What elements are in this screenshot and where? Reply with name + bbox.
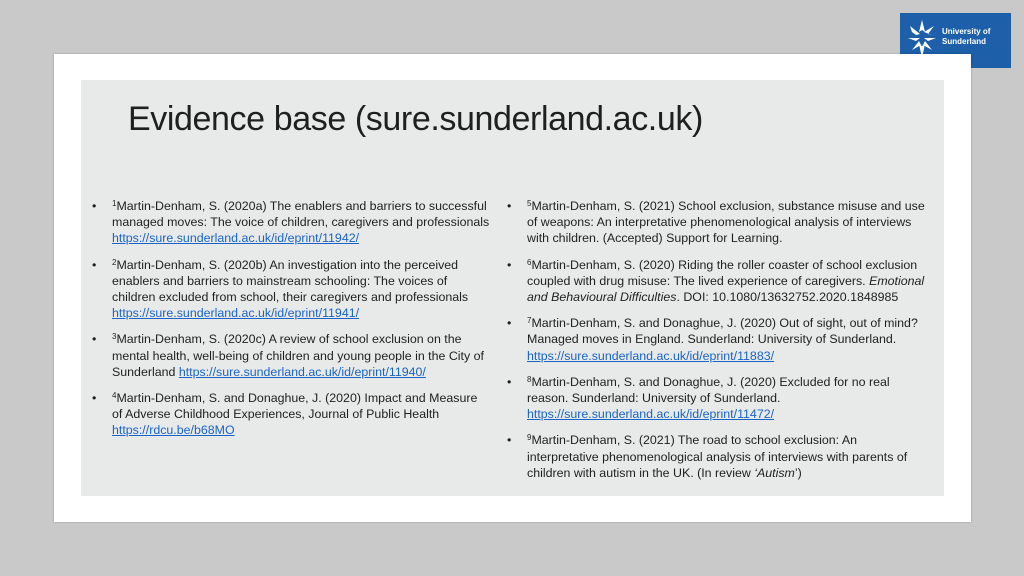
- reference-text: Martin-Denham, S. (2020a) The enablers and barriers to successful managed moves: The voice of children, caregivers and professionals: [112, 199, 490, 230]
- content-panel: [81, 80, 944, 496]
- reference-list-left: [87, 198, 491, 449]
- bullet: •: [92, 199, 97, 213]
- reference-link[interactable]: https://sure.sunderland.ac.uk/id/eprint/11883/: [527, 348, 775, 363]
- reference-item: [502, 198, 932, 247]
- reference-item: [502, 315, 932, 364]
- reference-number: 4: [112, 391, 117, 401]
- reference-link[interactable]: https://sure.sunderland.ac.uk/id/eprint/11940/: [178, 364, 426, 379]
- reference-text: Martin-Denham, S. (2020c) A review of school exclusion on the mental health, well-being of children and young people in the City of Sunderland: [112, 332, 484, 379]
- reference-text: Martin-Denham, S. and Donaghue, J. (2020) Out of sight, out of mind? Managed moves in England. Sunderland: University of Sunderland.: [527, 316, 918, 347]
- bullet: •: [507, 316, 512, 331]
- reference-text: Martin-Denham, S. and Donaghue, J. (2020) Excluded for no real reason. Sunderland: University of Sunderland.: [527, 374, 890, 406]
- journal-name: Emotional and Behavioural Difficulties: [527, 273, 925, 305]
- reference-item: [87, 390, 491, 439]
- reference-number: 5: [527, 199, 532, 208]
- reference-item: [502, 257, 932, 306]
- reference-text-doi: . DOI: 10.1080/13632752.2020.1848985: [676, 290, 899, 305]
- reference-number: 9: [527, 433, 532, 443]
- reference-text: Martin-Denham, S. (2021) School exclusion, substance misuse and use of weapons: An interpretative phenomenological analysis of interviews with children. (Accepted) Support for Learning.: [527, 199, 925, 246]
- bullet: •: [507, 199, 512, 213]
- logo-text: [942, 27, 990, 47]
- bullet: •: [507, 433, 512, 448]
- reference-list-right: [502, 198, 932, 491]
- reference-item: [87, 198, 491, 247]
- reference-link[interactable]: https://sure.sunderland.ac.uk/id/eprint/11942/: [112, 231, 360, 246]
- reference-text: Martin-Denham, S. (2020) Riding the roller coaster of school exclusion coupled with drug misuse: The lived experience of caregivers.: [527, 257, 918, 288]
- reference-text: Martin-Denham, S. and Donaghue, J. (2020) Impact and Measure of Adverse Childhood Experiences, Journal of Public Health: [112, 391, 478, 422]
- reference-number: 3: [112, 332, 117, 342]
- reference-item: [502, 374, 932, 423]
- reference-number: 8: [527, 374, 532, 384]
- bullet: •: [92, 257, 97, 272]
- bullet: •: [92, 332, 97, 347]
- reference-text: Martin-Denham, S. (2020b) An investigation into the perceived enablers and barriers to mainstream schooling: The voices of children excluded from school, their caregivers and professionals: [112, 257, 469, 305]
- reference-item: [87, 257, 491, 322]
- reference-link[interactable]: https://rdcu.be/b68MO: [112, 423, 235, 438]
- reference-text: Martin-Denham, S. (2021) The road to school exclusion: An interpretative phenomenological analysis of interviews with parents of children with autism in the UK. (In review: [527, 433, 908, 480]
- slide: [54, 54, 971, 522]
- logo-line-2: Sunderland: [942, 37, 987, 46]
- reference-item: [502, 432, 932, 481]
- journal-name: ‘Autism: [754, 465, 795, 480]
- slide-title: Evidence base (sure.sunderland.ac.uk): [128, 100, 703, 138]
- bullet: •: [507, 374, 512, 389]
- reference-number: 7: [527, 316, 532, 326]
- reference-number: 6: [527, 257, 532, 267]
- reference-number: 1: [112, 199, 117, 208]
- bullet: •: [92, 391, 97, 406]
- reference-number: 2: [112, 257, 117, 267]
- reference-link[interactable]: https://sure.sunderland.ac.uk/id/eprint/11941/: [112, 306, 360, 321]
- bullet: •: [507, 257, 512, 272]
- reference-text-end: ’): [794, 465, 802, 480]
- logo-line-1: University of: [942, 27, 991, 36]
- reference-link[interactable]: https://sure.sunderland.ac.uk/id/eprint/11472/: [527, 407, 775, 422]
- reference-item: [87, 331, 491, 380]
